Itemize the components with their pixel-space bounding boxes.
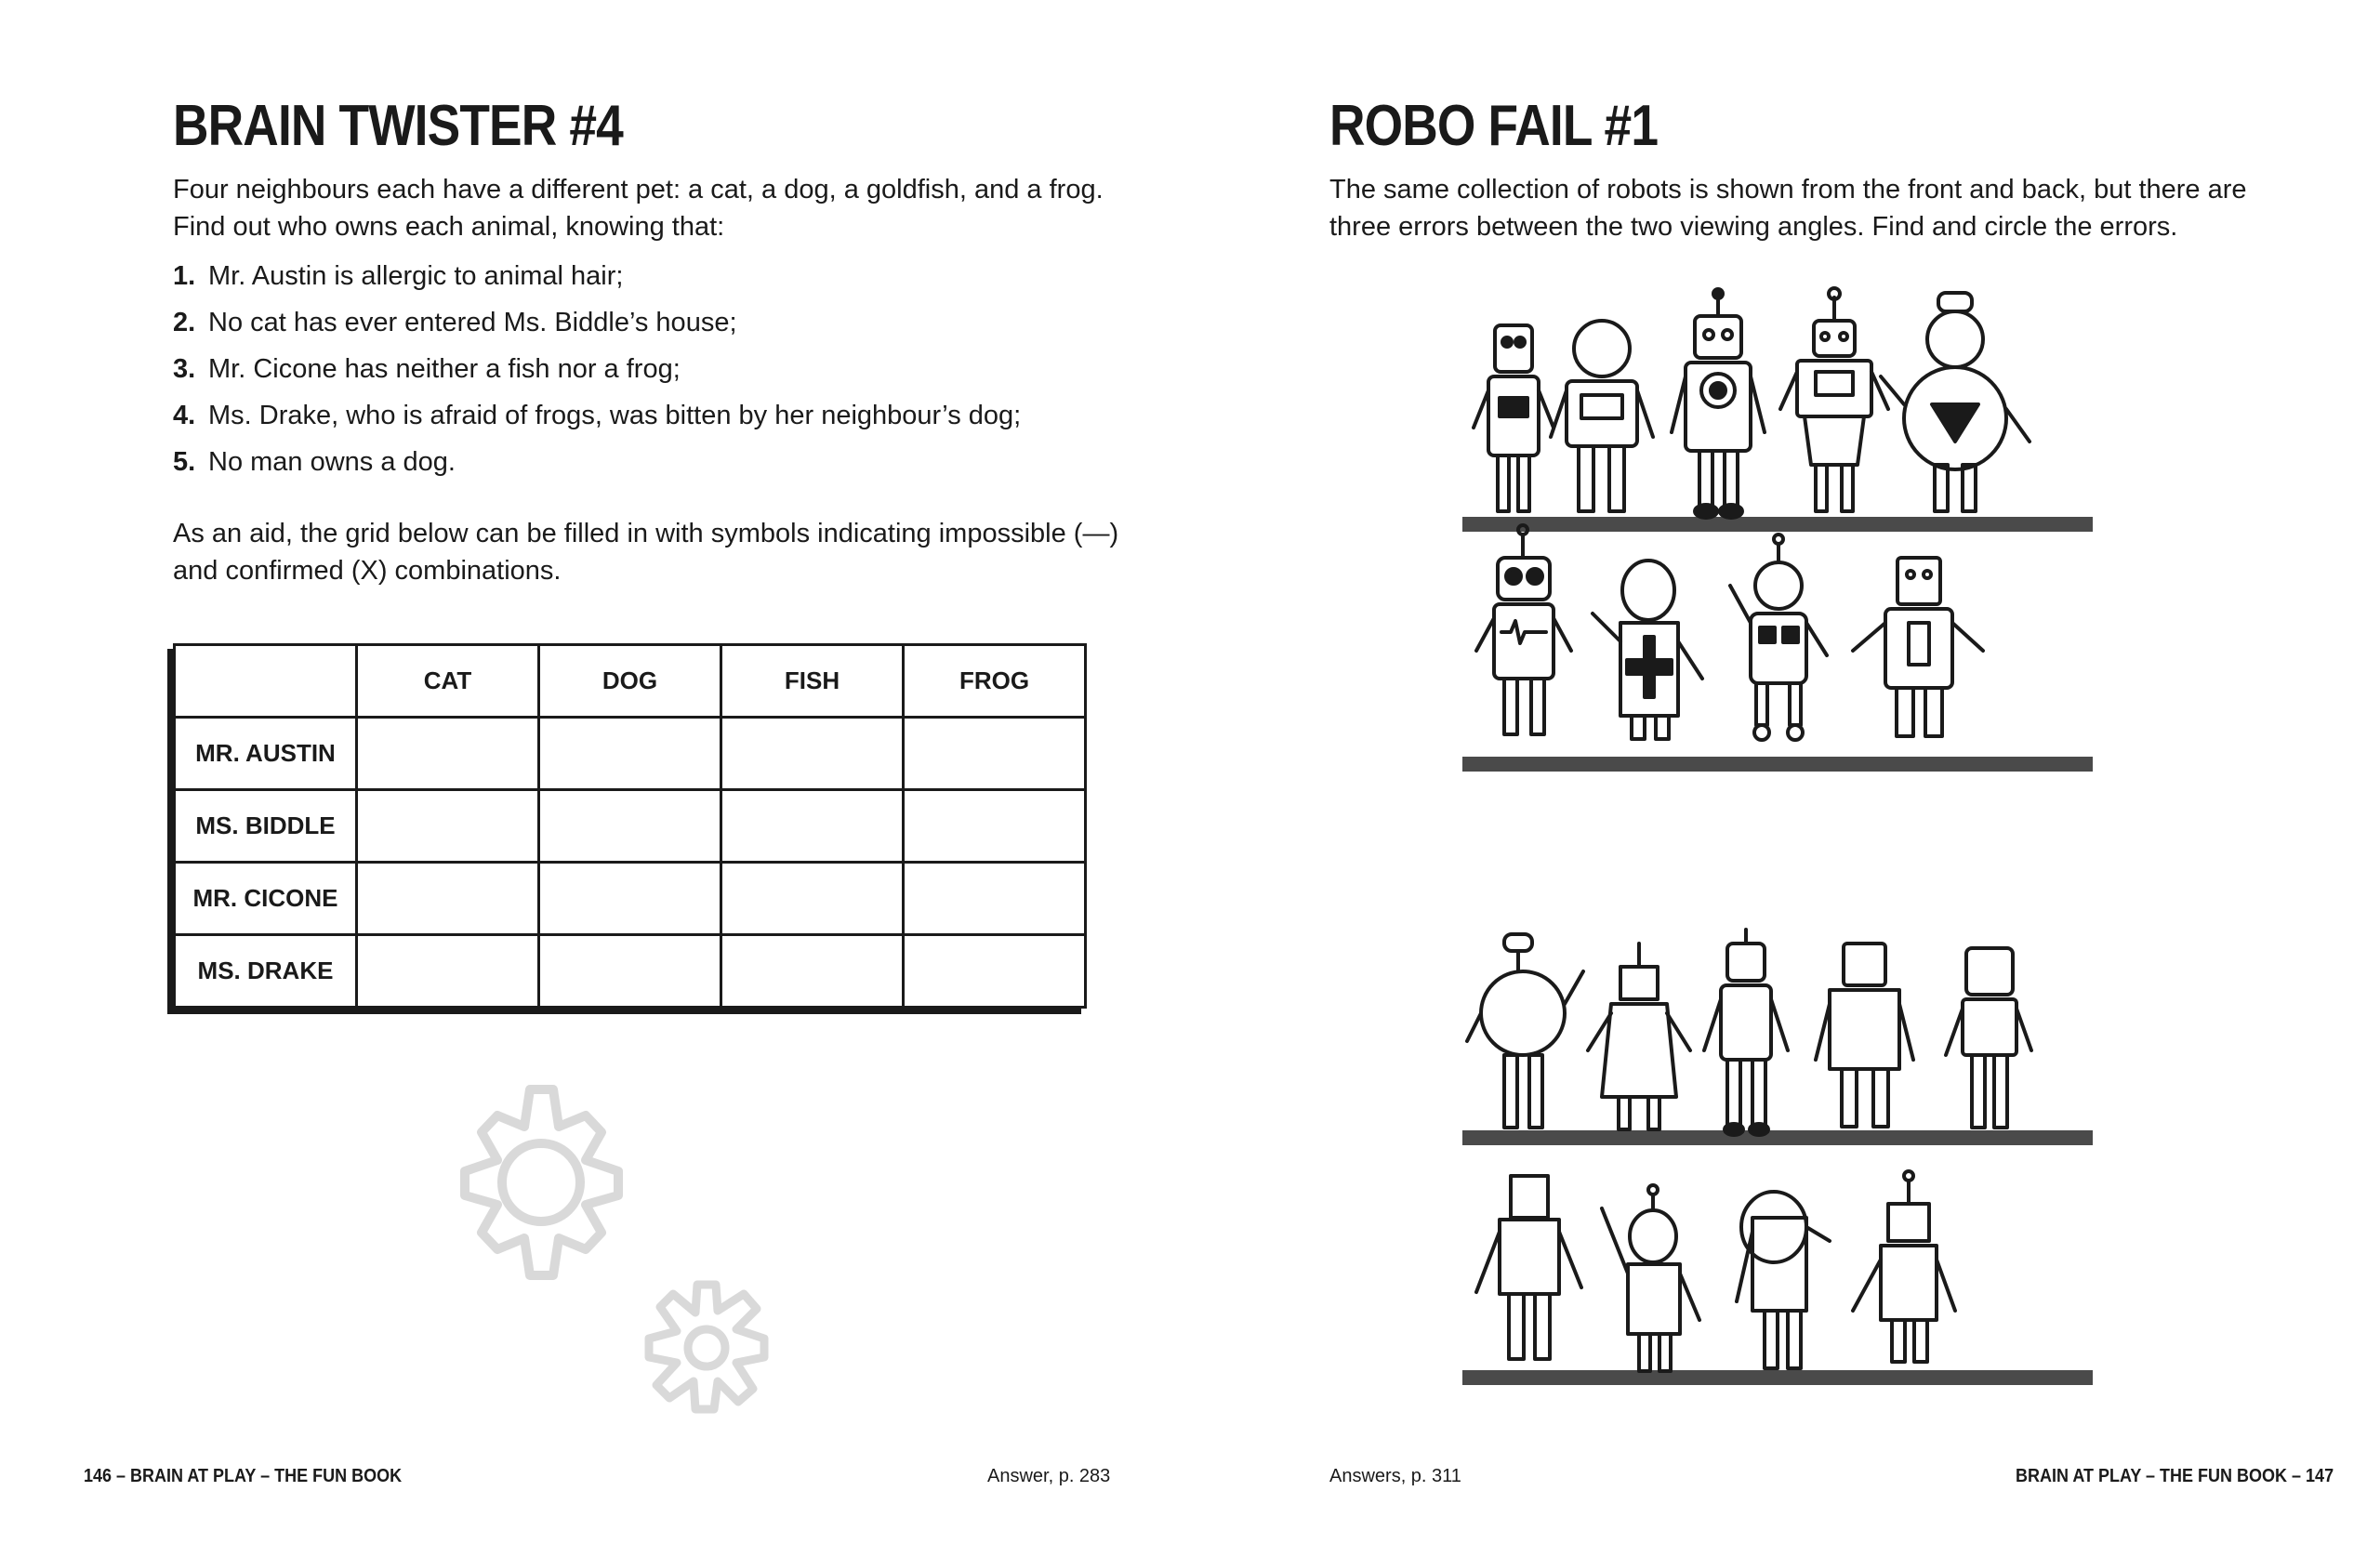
aid-line-2: and confirmed (X) combinations. (173, 556, 562, 586)
grid-cell[interactable] (539, 863, 721, 935)
clue-item (173, 439, 1021, 485)
grid-row (175, 935, 1086, 1008)
grid-col-header: FISH (721, 645, 904, 718)
page-title: BRAIN TWISTER #4 (173, 94, 623, 158)
grid-row-header: MS. DRAKE (175, 935, 357, 1008)
grid-cell[interactable] (539, 790, 721, 863)
robot-front-3 (1672, 289, 1765, 518)
robot-front-1 (1474, 325, 1554, 511)
grid-cell[interactable] (357, 935, 539, 1008)
grid-cell[interactable] (904, 863, 1086, 935)
robot-back-5 (1946, 948, 2031, 1128)
aid-line-1: As an aid, the grid below can be filled in with symbols indicating impossible (—) (173, 519, 1119, 548)
grid-cell[interactable] (357, 863, 539, 935)
robot-back-4 (1816, 944, 1913, 1127)
intro-line-1: Four neighbours each have a different pet: a cat, a dog, a goldfish, and a frog. (173, 175, 1104, 205)
robot-back-6 (1476, 1176, 1581, 1359)
grid-header-row (175, 645, 1086, 718)
grid-row-header: MS. BIDDLE (175, 790, 357, 863)
robot-back-2 (1588, 944, 1690, 1129)
footer-book-title: BRAIN AT PLAY – THE FUN BOOK – 147 (2015, 1466, 2334, 1486)
robot-front-9 (1853, 558, 1983, 736)
robot-back-9 (1853, 1171, 1955, 1362)
intro-line-2: Find out who owns each animal, knowing that: (173, 212, 725, 242)
grid-col-header: FROG (904, 645, 1086, 718)
intro-line-2: three errors between the two viewing angles. Find and circle the errors. (1329, 212, 2178, 242)
clue-text: No man owns a dog. (208, 447, 456, 477)
clue-number: 5. (173, 447, 196, 477)
grid-cell[interactable] (721, 790, 904, 863)
footer-answer-ref: Answer, p. 283 (987, 1466, 1111, 1486)
robot-front-2 (1551, 321, 1653, 511)
grid-row-header: MR. CICONE (175, 863, 357, 935)
clue-text: Ms. Drake, who is afraid of frogs, was bitten by her neighbour’s dog; (208, 401, 1022, 430)
robots-illustration (1462, 279, 2104, 1394)
robot-back-1 (1467, 934, 1583, 1128)
robot-back-7 (1602, 1185, 1699, 1371)
grid-cell[interactable] (721, 935, 904, 1008)
robot-front-5 (1881, 293, 2030, 511)
grid-cell[interactable] (904, 935, 1086, 1008)
grid-row-header: MR. AUSTIN (175, 718, 357, 790)
footer-answers-ref: Answers, p. 311 (1329, 1466, 1461, 1486)
grid-col-header: CAT (357, 645, 539, 718)
clue-item (173, 392, 1021, 439)
logic-grid (173, 643, 1087, 1009)
grid-cell[interactable] (904, 790, 1086, 863)
clue-number: 2. (173, 308, 196, 337)
clue-number: 4. (173, 401, 196, 430)
grid-cell[interactable] (539, 935, 721, 1008)
clue-item (173, 299, 1021, 346)
clue-text: Mr. Cicone has neither a fish nor a frog; (208, 354, 681, 384)
clue-list (173, 253, 1021, 485)
robot-back-3 (1704, 930, 1788, 1135)
grid-row (175, 790, 1086, 863)
grid-row (175, 718, 1086, 790)
clue-text: Mr. Austin is allergic to animal hair; (208, 261, 624, 291)
grid-cell[interactable] (904, 718, 1086, 790)
clue-number: 1. (173, 261, 196, 291)
grid-cell[interactable] (721, 718, 904, 790)
robot-front-8 (1730, 534, 1827, 740)
grid-cell[interactable] (357, 790, 539, 863)
robot-front-7 (1593, 561, 1702, 739)
clue-item (173, 253, 1021, 299)
footer-book-title: 146 – BRAIN AT PLAY – THE FUN BOOK (84, 1466, 403, 1486)
clue-item (173, 346, 1021, 392)
robot-back-8 (1737, 1192, 1830, 1368)
intro-line-1: The same collection of robots is shown from the front and back, but there are (1329, 175, 2247, 205)
robot-front-6 (1476, 525, 1571, 734)
grid-cell[interactable] (721, 863, 904, 935)
page-title: ROBO FAIL #1 (1329, 94, 1659, 158)
grid-col-header: DOG (539, 645, 721, 718)
small-gear-icon (632, 1273, 781, 1422)
robot-front-4 (1780, 288, 1888, 511)
clue-text: No cat has ever entered Ms. Biddle’s house; (208, 308, 737, 337)
grid-cell[interactable] (357, 718, 539, 790)
grid-cell[interactable] (539, 718, 721, 790)
grid-row (175, 863, 1086, 935)
grid-corner-cell (175, 645, 357, 718)
clue-number: 3. (173, 354, 196, 384)
